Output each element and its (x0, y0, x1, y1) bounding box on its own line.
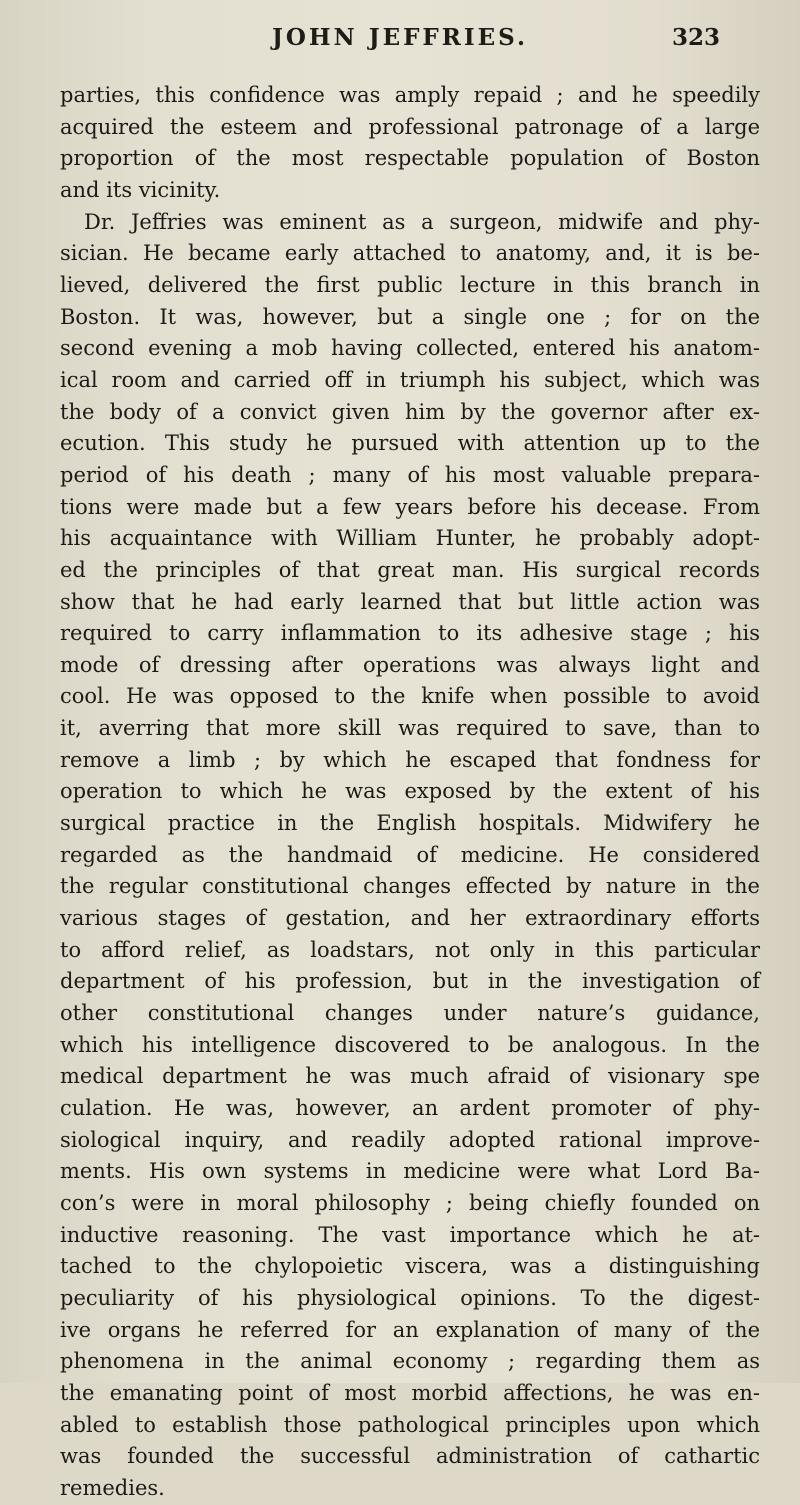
text-line: remedies. (60, 1475, 165, 1500)
text-line: cool. He was opposed to the knife when possible to avoid (60, 684, 760, 709)
text-line: the body of a convict given him by the governor after ex- (60, 399, 760, 424)
text-line: show that he had early learned that but little action was (60, 589, 760, 614)
text-line: ical room and carried off in triumph his subject, which was (60, 367, 760, 392)
text-line: regarded as the handmaid of medicine. He considered (60, 842, 760, 867)
text-line: period of his death ; many of his most valuable prepara- (60, 462, 760, 487)
text-line: his acquaintance with William Hunter, he probably adopt- (60, 526, 760, 551)
text-line: surgical practice in the English hospitals. Midwifery he (60, 811, 760, 836)
text-line: culation. He was, however, an ardent promoter of phy- (60, 1096, 760, 1120)
text-line: Dr. Jeffries was eminent as a surgeon, midwife and phy- (84, 209, 760, 234)
text-line: the regular constitutional changes effected by nature in the (60, 874, 760, 899)
text-line: ive organs he referred for an explanation of many of the (60, 1317, 760, 1342)
text-line: remove a limb ; by which he escaped that fondness for (60, 747, 760, 772)
text-line: ed the principles of that great man. His surgical records (60, 557, 760, 582)
text-line: mode of dressing after operations was always light and (60, 652, 760, 677)
text-line: ments. His own systems in medicine were what Lord Ba- (60, 1159, 760, 1184)
page-number: 323 (671, 24, 720, 51)
text-line: ecution. This study he pursued with attention up to the (60, 431, 760, 456)
running-title: JOHN JEFFRIES. (272, 24, 528, 51)
text-line: department of his profession, but in the investigation of (60, 969, 760, 994)
text-line: abled to establish those pathological principles upon which (60, 1412, 760, 1437)
text-line: operation to which he was exposed by the extent of his (60, 779, 760, 804)
text-line: tached to the chylopoietic viscera, was a distinguishing (60, 1254, 760, 1279)
page-header (55, 24, 745, 64)
body-text (60, 80, 760, 1505)
text-line: phenomena in the animal economy ; regarding them as (60, 1349, 760, 1374)
text-line: which his intelligence discovered to be analogous. In the (60, 1032, 760, 1057)
text-line: acquired the esteem and professional patronage of a large (60, 114, 760, 139)
text-line: required to carry inflammation to its adhesive stage ; his (60, 621, 760, 646)
text-line: sician. He became early attached to anatomy, and, it is be- (60, 241, 760, 266)
text-line: second evening a mob having collected, entered his anatom- (60, 336, 760, 361)
text-line: con’s were in moral philosophy ; being chiefly founded on (60, 1190, 760, 1215)
text-line: tions were made but a few years before his decease. From (60, 494, 760, 519)
text-line: the emanating point of most morbid affections, he was en- (60, 1380, 760, 1405)
text-line: medical department he was much afraid of visionary spe (60, 1064, 760, 1089)
text-line: and its vicinity. (60, 177, 221, 202)
text-line: proportion of the most respectable population of Boston (60, 146, 760, 171)
text-line: inductive reasoning. The vast importance which he at- (60, 1222, 760, 1247)
text-line: Boston. It was, however, but a single one ; for on the (60, 304, 760, 329)
text-line: to afford relief, as loadstars, not only in this particular (60, 937, 760, 962)
text-line: it, averring that more skill was required to save, than to (60, 716, 760, 741)
text-line: parties, this confidence was amply repaid ; and he speedily (60, 83, 760, 107)
text-line: was founded the successful administration of cathartic (60, 1444, 760, 1469)
text-line: peculiarity of his physiological opinions. To the digest- (60, 1285, 760, 1310)
text-line: various stages of gestation, and her extraordinary efforts (60, 906, 760, 931)
text-line: other constitutional changes under nature’s guidance, (60, 1001, 760, 1026)
text-line: siological inquiry, and readily adopted rational improve- (60, 1127, 760, 1152)
text-line: lieved, delivered the first public lecture in this branch in (60, 272, 760, 297)
